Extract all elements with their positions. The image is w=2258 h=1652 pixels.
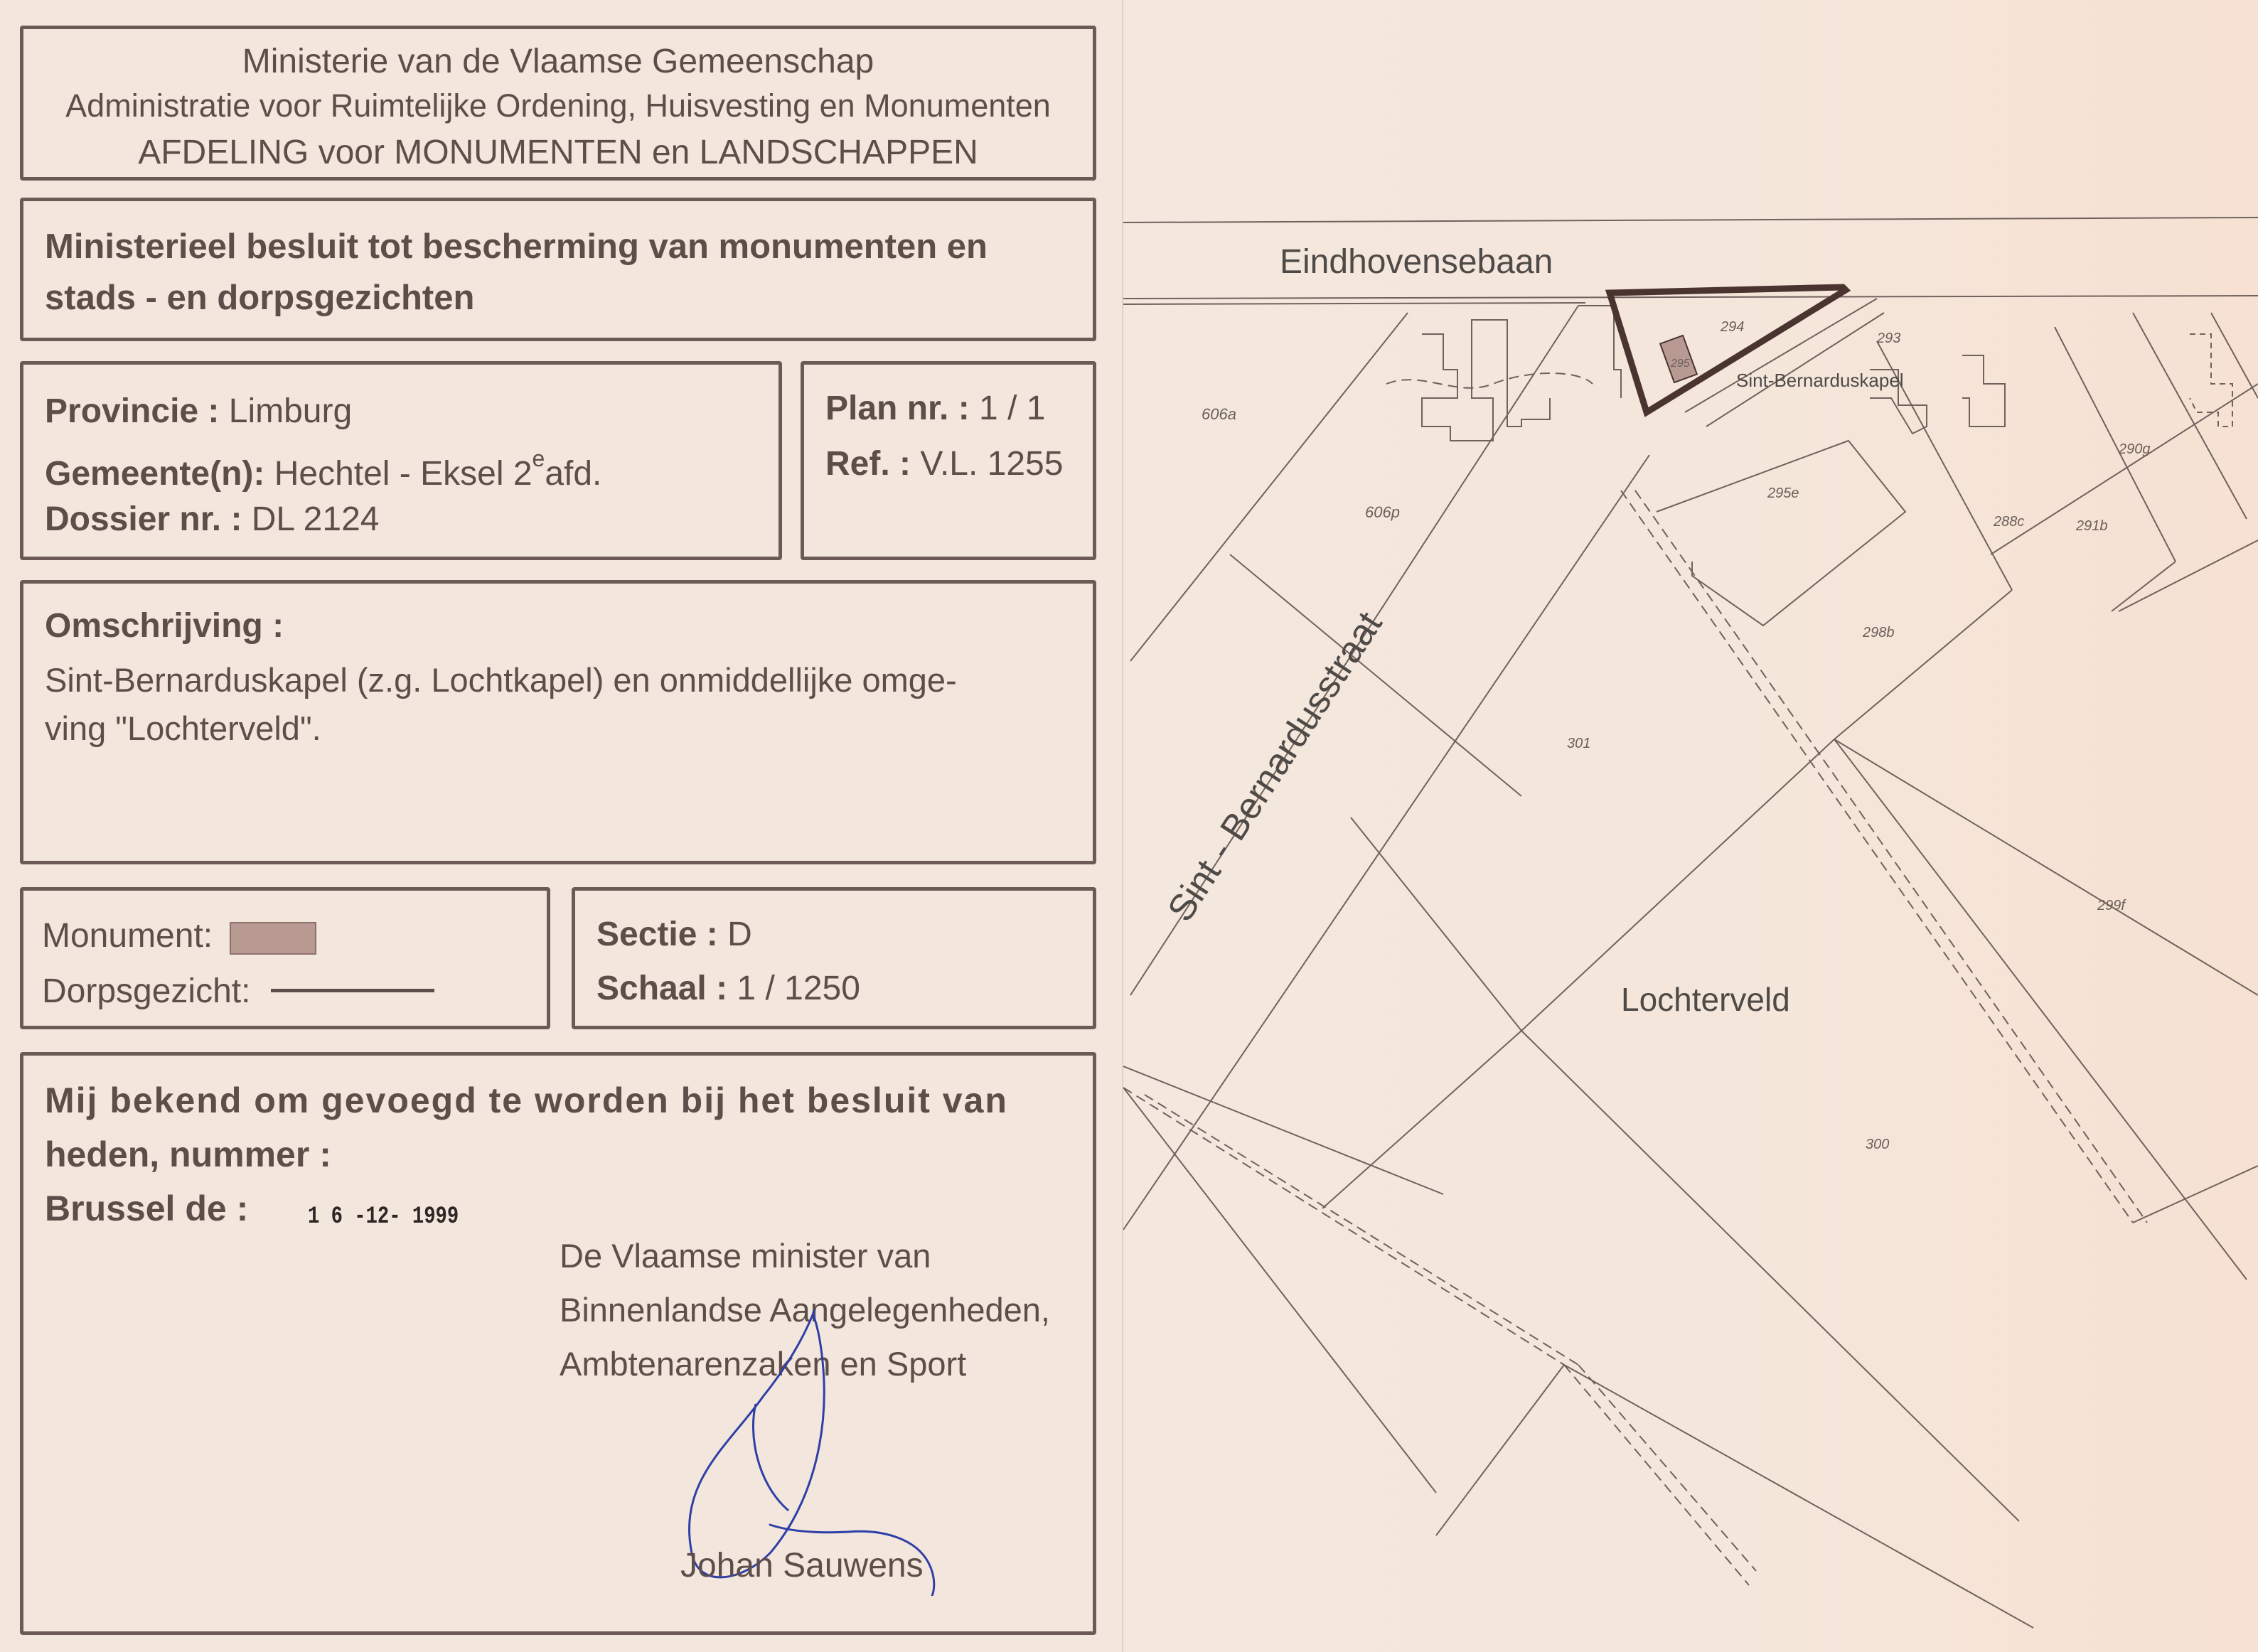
parcel-288c: 288c — [1994, 514, 2025, 530]
dorpsgezicht-legend-row: Dorpsgezicht: — [42, 972, 251, 1010]
description-line-2: ving "Lochterveld". — [45, 709, 321, 747]
schaal-row: Schaal : 1 / 1250 — [596, 970, 860, 1007]
minister-line-3: Ambtenarenzaken en Sport — [560, 1345, 967, 1383]
ref-value: V.L. 1255 — [920, 445, 1064, 483]
schaal-label: Schaal — [596, 970, 707, 1007]
road-edge-south-2 — [1123, 303, 1585, 304]
provincie-value: Limburg — [228, 392, 353, 430]
location-box — [20, 361, 782, 560]
parcel-301: 301 — [1567, 736, 1591, 751]
monument-legend-row: Monument: — [42, 917, 213, 955]
date-stamp: 1 6 -12- 1999 — [308, 1203, 459, 1230]
parcel-295: 295 — [1671, 358, 1690, 370]
street-edge-west — [1130, 313, 1408, 661]
administration-name: Administratie voor Ruimtelijke Ordening, Huisvesting en Monumenten — [65, 87, 1051, 124]
cadastral-map-sheet — [1123, 0, 2258, 1652]
street-label-eindhovensebaan: Eindhovensebaan — [1280, 243, 1553, 281]
minister-line-2: Binnenlandse Aangelegenheden, — [560, 1291, 1050, 1329]
signatory-name: Johan Sauwens — [680, 1547, 924, 1584]
parcel-294: 294 — [1721, 319, 1745, 335]
plan-box — [801, 361, 1096, 560]
brussel-label: Brussel de : — [45, 1189, 249, 1228]
decree-box — [20, 198, 1096, 341]
monument-swatch — [230, 922, 316, 955]
road-edge-north — [1123, 218, 2258, 222]
plan-label: Plan nr. — [825, 390, 949, 427]
legend-box — [20, 887, 550, 1029]
gemeente-row: Gemeente(n): Hechtel - Eksel 2eafd. — [45, 446, 602, 493]
gemeente-sup: e — [532, 446, 545, 471]
gemeente-value: Hechtel - Eksel 2 — [274, 455, 533, 493]
street-edge-east-2 — [1685, 299, 1877, 412]
map-linework — [1123, 218, 2258, 1628]
parcel-298b: 298b — [1863, 625, 1895, 640]
dossier-label: Dossier nr. — [45, 500, 222, 538]
sectie-value: D — [727, 916, 752, 953]
parcel-295e: 295e — [1767, 486, 1799, 501]
road-edge-south — [1123, 296, 2258, 299]
street-label-sint-bernardusstraat: Sint - Bernardusstraat — [1160, 604, 1391, 929]
gemeente-label: Gemeente(n) — [45, 455, 254, 493]
approval-line-2: heden, nummer : — [45, 1135, 331, 1174]
header-box — [20, 26, 1096, 181]
parcel-293: 293 — [1877, 331, 1901, 346]
parcel-290g: 290g — [2119, 441, 2151, 457]
provincie-row: Provincie : Limburg — [45, 392, 353, 430]
sectie-row: Sectie : D — [596, 916, 752, 953]
gemeente-suffix: afd. — [545, 455, 602, 493]
parcel-606p: 606p — [1365, 503, 1400, 521]
schaal-value: 1 / 1250 — [737, 970, 860, 1007]
section-box — [572, 887, 1096, 1029]
ref-row: Ref. : V.L. 1255 — [825, 445, 1064, 483]
decree-line-2: stads - en dorpsgezichten — [45, 279, 475, 317]
approval-line-1: Mij bekend om gevoegd te worden bij het besluit van — [45, 1080, 1008, 1120]
parcel-606a: 606a — [1202, 405, 1236, 423]
department-name: AFDELING voor MONUMENTEN en LANDSCHAPPEN — [138, 134, 978, 171]
description-box — [20, 580, 1096, 864]
form-sheet — [0, 0, 1123, 1652]
parcel-299f: 299f — [2097, 898, 2125, 913]
monument-label: Monument — [42, 917, 203, 955]
area-label-lochterveld: Lochterveld — [1621, 981, 1790, 1018]
parcel-291b: 291b — [2076, 518, 2108, 534]
provincie-label: Provincie — [45, 392, 199, 430]
description-label: Omschrijving : — [45, 607, 284, 645]
decree-line-1: Ministerieel besluit tot bescherming van monumenten en — [45, 227, 988, 266]
description-line-1: Sint-Bernarduskapel (z.g. Lochtkapel) en onmiddellijke omge- — [45, 661, 957, 699]
dossier-row: Dossier nr. : DL 2124 — [45, 500, 380, 538]
sectie-label: Sectie — [596, 916, 697, 953]
dorpsgezicht-label: Dorpsgezicht — [42, 972, 242, 1010]
minister-line-1: De Vlaamse minister van — [560, 1237, 931, 1275]
ref-label: Ref. — [825, 445, 890, 483]
ministry-name: Ministerie van de Vlaamse Gemeenschap — [242, 43, 874, 80]
dorpsgezicht-line-swatch — [271, 989, 434, 992]
approval-box — [20, 1052, 1096, 1635]
plan-row: Plan nr. : 1 / 1 — [825, 390, 1046, 427]
parcel-numbers — [1202, 319, 2151, 1152]
parcel-300: 300 — [1866, 1137, 1890, 1152]
cadastral-map — [1123, 0, 2258, 1652]
chapel-label: Sint-Bernarduskapel — [1736, 370, 1904, 391]
protected-parcel-outline — [1610, 287, 1846, 412]
plan-value: 1 / 1 — [979, 390, 1046, 427]
dossier-value: DL 2124 — [251, 500, 380, 538]
